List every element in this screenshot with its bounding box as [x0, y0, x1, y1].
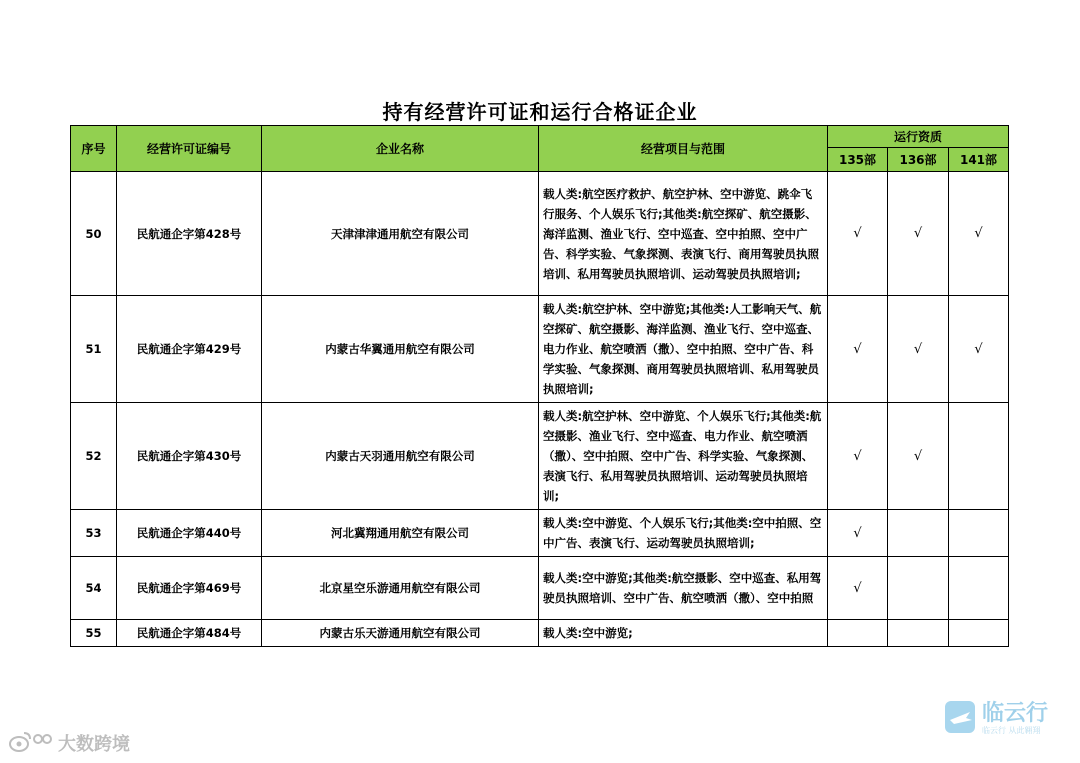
cell-seq: 52 [71, 403, 117, 510]
cell-seq: 55 [71, 620, 117, 647]
cell-scope: 载人类:航空护林、空中游览;其他类:人工影响天气、航空探矿、航空摄影、海洋监测、渔业飞行、空中巡查、电力作业、航空喷洒（撒）、空中拍照、空中广告、科学实验、气象探测、商用驾驶员执照培训、私用驾驶员执照培训; [539, 296, 828, 403]
cell-seq: 53 [71, 510, 117, 557]
table-row [71, 557, 1009, 620]
cell-license-no: 民航通企字第428号 [117, 172, 262, 296]
cell-license-no: 民航通企字第429号 [117, 296, 262, 403]
header-license-no: 经营许可证编号 [117, 126, 262, 172]
cell-scope: 载人类:航空医疗救护、航空护林、空中游览、跳伞飞行服务、个人娱乐飞行;其他类:航空探矿、航空摄影、海洋监测、渔业飞行、空中巡查、空中拍照、空中广告、科学实验、气象探测、表演飞行、商用驾驶员执照培训、私用驾驶员执照培训、运动驾驶员执照培训; [539, 172, 828, 296]
cell-company: 内蒙古华翼通用航空有限公司 [262, 296, 539, 403]
cell-141: √ [949, 172, 1009, 296]
cell-license-no: 民航通企字第440号 [117, 510, 262, 557]
cell-company: 内蒙古天羽通用航空有限公司 [262, 403, 539, 510]
cell-136: √ [888, 403, 949, 510]
header-seq: 序号 [71, 126, 117, 172]
cell-135: √ [828, 403, 888, 510]
header-company: 企业名称 [262, 126, 539, 172]
watermark-left [8, 730, 130, 756]
cell-scope: 载人类:空中游览;其他类:航空摄影、空中巡查、私用驾驶员执照培训、空中广告、航空喷洒（撒）、空中拍照 [539, 557, 828, 620]
watermark-left-text: 大数跨境 [58, 734, 130, 755]
cell-136 [888, 620, 949, 647]
header-qualification: 运行资质 [828, 126, 1009, 148]
table-row [71, 172, 1009, 296]
table-row [71, 510, 1009, 557]
page-title: 持有经营许可证和运行合格证企业 [382, 100, 698, 124]
cell-135: √ [828, 296, 888, 403]
cell-136: √ [888, 296, 949, 403]
cell-seq: 51 [71, 296, 117, 403]
cell-136 [888, 510, 949, 557]
plane-logo-icon [944, 700, 976, 738]
cell-company: 北京星空乐游通用航空有限公司 [262, 557, 539, 620]
cell-license-no: 民航通企字第469号 [117, 557, 262, 620]
header-141: 141部 [949, 148, 1009, 172]
cell-136 [888, 557, 949, 620]
cell-company: 内蒙古乐天游通用航空有限公司 [262, 620, 539, 647]
enterprise-table [70, 125, 1009, 647]
cell-141 [949, 510, 1009, 557]
table-row [71, 620, 1009, 647]
cell-seq: 50 [71, 172, 117, 296]
cell-company: 河北冀翔通用航空有限公司 [262, 510, 539, 557]
cell-seq: 54 [71, 557, 117, 620]
cell-141 [949, 557, 1009, 620]
cell-136: √ [888, 172, 949, 296]
cell-company: 天津津津通用航空有限公司 [262, 172, 539, 296]
cell-license-no: 民航通企字第430号 [117, 403, 262, 510]
cell-135: √ [828, 510, 888, 557]
weibo-icon [8, 729, 52, 758]
header-scope: 经营项目与范围 [539, 126, 828, 172]
cell-scope: 载人类:空中游览、个人娱乐飞行;其他类:空中拍照、空中广告、表演飞行、运动驾驶员执照培训; [539, 510, 828, 557]
watermark-right [944, 698, 1064, 740]
table-row [71, 296, 1009, 403]
cell-135: √ [828, 557, 888, 620]
table-row [71, 403, 1009, 510]
cell-135 [828, 620, 888, 647]
cell-scope: 载人类:航空护林、空中游览、个人娱乐飞行;其他类:航空摄影、渔业飞行、空中巡查、电力作业、航空喷洒（撒）、空中拍照、空中广告、科学实验、气象探测、表演飞行、私用驾驶员执照培训、运动驾驶员执照培训; [539, 403, 828, 510]
header-135: 135部 [828, 148, 888, 172]
cell-scope: 载人类:空中游览; [539, 620, 828, 647]
cell-141 [949, 403, 1009, 510]
header-136: 136部 [888, 148, 949, 172]
cell-141: √ [949, 296, 1009, 403]
cell-135: √ [828, 172, 888, 296]
watermark-slogan: 临云行 从此翱翔 [982, 726, 1041, 735]
cell-license-no: 民航通企字第484号 [117, 620, 262, 647]
watermark-brand: 临云行 [982, 701, 1049, 726]
cell-141 [949, 620, 1009, 647]
